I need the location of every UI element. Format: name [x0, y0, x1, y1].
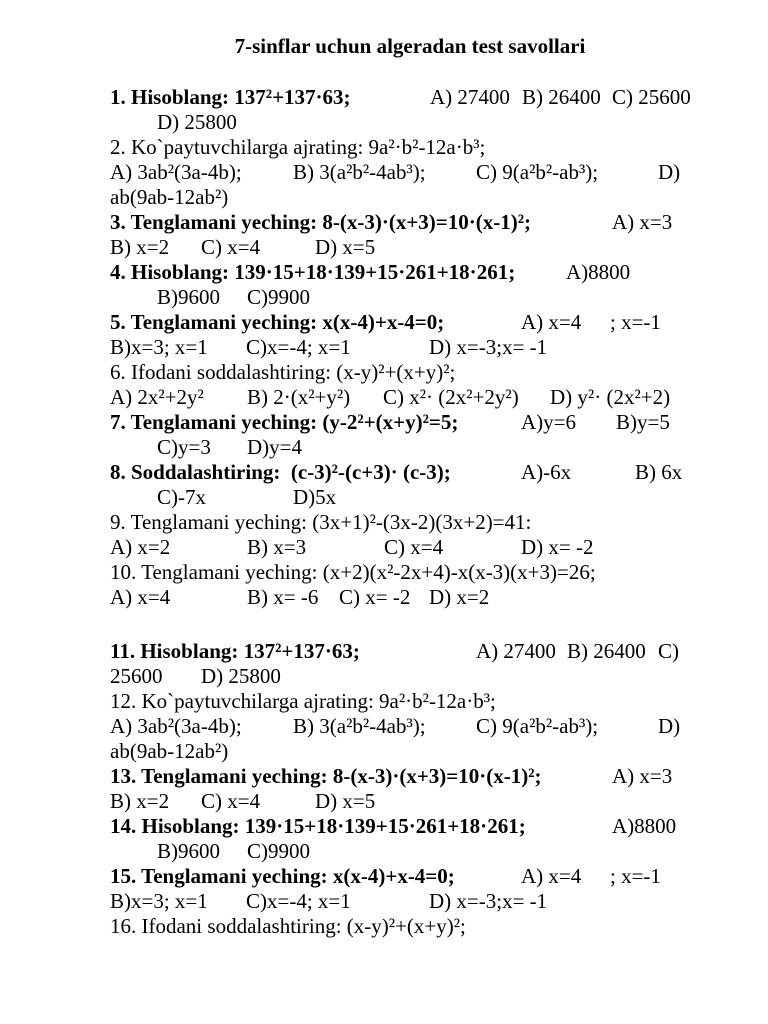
question-13-option-d: D) x=5 — [315, 789, 376, 813]
question-9-option-c: C) x=4 — [384, 535, 444, 559]
question-10-option-a: A) x=4 — [110, 585, 171, 609]
question-7-options — [157, 435, 457, 460]
question-5-option-d: D) x=-3;x= -1 — [429, 335, 548, 359]
question-5-text: 5. Tenglamani yeching: x(x-4)+x-4=0; — [110, 310, 445, 334]
question-6-option-d: D) y²· (2x²+2) — [550, 385, 671, 409]
question-9-option-d: D) x= -2 — [521, 535, 594, 559]
question-8-option-c: C)-7x — [157, 485, 206, 509]
question-1-text: 1. Hisoblang: 137²+137·63; — [110, 85, 351, 109]
question-8 — [110, 460, 700, 485]
question-2-options — [110, 160, 690, 185]
question-15-text: 15. Tenglamani yeching: x(x-4)+x-4=0; — [110, 864, 455, 888]
question-12-option-b: B) 3(a²b²-4ab³); — [293, 714, 426, 738]
question-15-option-a: A) x=4 — [521, 864, 582, 888]
question-1 — [110, 85, 710, 110]
question-15-option-c: C)x=-4; x=1 — [246, 889, 351, 913]
question-8-option-b: B) 6x — [635, 460, 683, 484]
question-6-option-b: B) 2·(x²+y²) — [247, 385, 351, 409]
question-14-option-c: C)9900 — [247, 839, 310, 863]
question-10-text: 10. Tenglamani yeching: (x+2)(x²-2x+4)-x(x-3)(x+3)=26; — [110, 560, 596, 584]
question-7-option-c: C)y=3 — [157, 435, 211, 459]
question-10-option-b: B) x= -6 — [247, 585, 319, 609]
question-12-option-a: A) 3ab²(3a-4b); — [110, 714, 242, 738]
question-14-options — [157, 839, 457, 864]
question-3-option-b: B) x=2 — [110, 235, 170, 259]
question-4-options — [157, 285, 457, 310]
question-8-options — [157, 485, 457, 510]
question-5-option-c: C)x=-4; x=1 — [246, 335, 351, 359]
question-9-options — [110, 535, 630, 560]
question-9-option-b: B) x=3 — [247, 535, 307, 559]
question-15-option-d: D) x=-3;x= -1 — [429, 889, 548, 913]
question-7-option-d: D)y=4 — [247, 435, 303, 459]
question-13-option-c: C) x=4 — [201, 789, 261, 813]
question-5-option-b: B)x=3; x=1 — [110, 335, 208, 359]
question-5-option-a: A) x=4 — [521, 310, 582, 334]
question-15-option-a-cont: ; x=-1 — [610, 864, 661, 888]
question-4-text: 4. Hisoblang: 139·15+18·139+15·261+18·261; — [110, 260, 516, 284]
question-3-option-c: C) x=4 — [201, 235, 261, 259]
question-3 — [110, 210, 690, 235]
question-15 — [110, 864, 670, 889]
question-10-option-d: D) x=2 — [429, 585, 490, 609]
question-8-text: 8. Soddalashtiring: (c-3)²-(c+3)· (c-3); — [110, 460, 451, 484]
question-11-option-b: B) 26400 — [567, 639, 646, 663]
question-10-option-c: C) x= -2 — [339, 585, 411, 609]
question-11-option-a: A) 27400 — [476, 639, 556, 663]
question-16-text: 16. Ifodani soddalashtiring: (x-y)²+(x+y)²; — [110, 914, 466, 938]
question-11 — [110, 639, 690, 664]
question-6-option-a: A) 2x²+2y² — [110, 385, 204, 409]
question-4-option-c: C)9900 — [247, 285, 310, 309]
question-3-option-d: D) x=5 — [315, 235, 376, 259]
question-2-option-c: C) 9(a²b²-ab³); — [476, 160, 599, 184]
question-14-option-b: B)9600 — [157, 839, 220, 863]
question-13-option-b: B) x=2 — [110, 789, 170, 813]
page-title: 7-sinflar uchun algeradan test savollari — [234, 34, 586, 58]
question-6-option-c: C) x²· (2x²+2y²) — [383, 385, 519, 409]
question-8-option-a: A)-6x — [521, 460, 572, 484]
question-15-options — [110, 889, 670, 914]
question-13-options — [110, 789, 510, 814]
question-2-text: 2. Ko`paytuvchilarga ajrating: 9a²·b²-12a·b³; — [110, 135, 486, 159]
question-3-options — [110, 235, 510, 260]
question-1-option-d: D) 25800 — [157, 110, 237, 134]
question-1-option-b: B) 26400 — [522, 85, 601, 109]
question-7-option-b: B)y=5 — [616, 410, 670, 434]
question-8-option-d: D)5x — [293, 485, 337, 509]
question-6-options — [110, 385, 690, 410]
question-7-option-a: A)y=6 — [521, 410, 577, 434]
question-9-option-a: A) x=2 — [110, 535, 171, 559]
question-3-text: 3. Tenglamani yeching: 8-(x-3)·(x+3)=10·(x-1)²; — [110, 210, 532, 234]
question-4-option-b: B)9600 — [157, 285, 220, 309]
question-9-text: 9. Tenglamani yeching: (3x+1)²-(3x-2)(3x+2)=41: — [110, 510, 532, 534]
question-2-option-b: B) 3(a²b²-4ab³); — [293, 160, 426, 184]
question-2-option-a: A) 3ab²(3a-4b); — [110, 160, 242, 184]
question-13-option-a: A) x=3 — [612, 764, 673, 788]
question-12-option-c: C) 9(a²b²-ab³); — [476, 714, 599, 738]
question-11-text: 11. Hisoblang: 137²+137·63; — [110, 639, 360, 663]
question-1-option-a: A) 27400 — [430, 85, 510, 109]
question-7 — [110, 410, 690, 435]
question-12-option-d: ab(9ab-12ab²) — [110, 739, 229, 763]
question-13 — [110, 764, 690, 789]
question-6-text: 6. Ifodani soddalashtiring: (x-y)²+(x+y)²; — [110, 360, 456, 384]
question-14-option-a: A)8800 — [612, 814, 677, 838]
question-11-option-c: 25600 — [110, 664, 163, 688]
question-12-options — [110, 714, 690, 739]
question-13-text: 13. Tenglamani yeching: 8-(x-3)·(x+3)=10·(x-1)²; — [110, 764, 542, 788]
question-12-option-d-label: D) — [658, 714, 681, 738]
question-15-option-b: B)x=3; x=1 — [110, 889, 208, 913]
question-5 — [110, 310, 670, 335]
question-4-option-a: A)8800 — [566, 260, 631, 284]
question-2-option-d-label: D) — [658, 160, 681, 184]
question-1-option-c: C) 25600 — [612, 85, 691, 109]
question-10-options — [110, 585, 530, 610]
question-4 — [110, 260, 650, 285]
question-7-text: 7. Tenglamani yeching: (y-2²+(x+y)²=5; — [110, 410, 459, 434]
question-11-option-d: D) 25800 — [201, 664, 281, 688]
question-11-options — [110, 664, 410, 689]
question-11-option-c-label: C) — [658, 639, 679, 663]
question-5-options — [110, 335, 670, 360]
question-14-text: 14. Hisoblang: 139·15+18·139+15·261+18·261; — [110, 814, 526, 838]
question-2-option-d: ab(9ab-12ab²) — [110, 185, 229, 209]
question-3-option-a: A) x=3 — [612, 210, 673, 234]
question-14 — [110, 814, 690, 839]
question-5-option-a-cont: ; x=-1 — [610, 310, 661, 334]
question-12-text: 12. Ko`paytuvchilarga ajrating: 9a²·b²-12a·b³; — [110, 689, 496, 713]
